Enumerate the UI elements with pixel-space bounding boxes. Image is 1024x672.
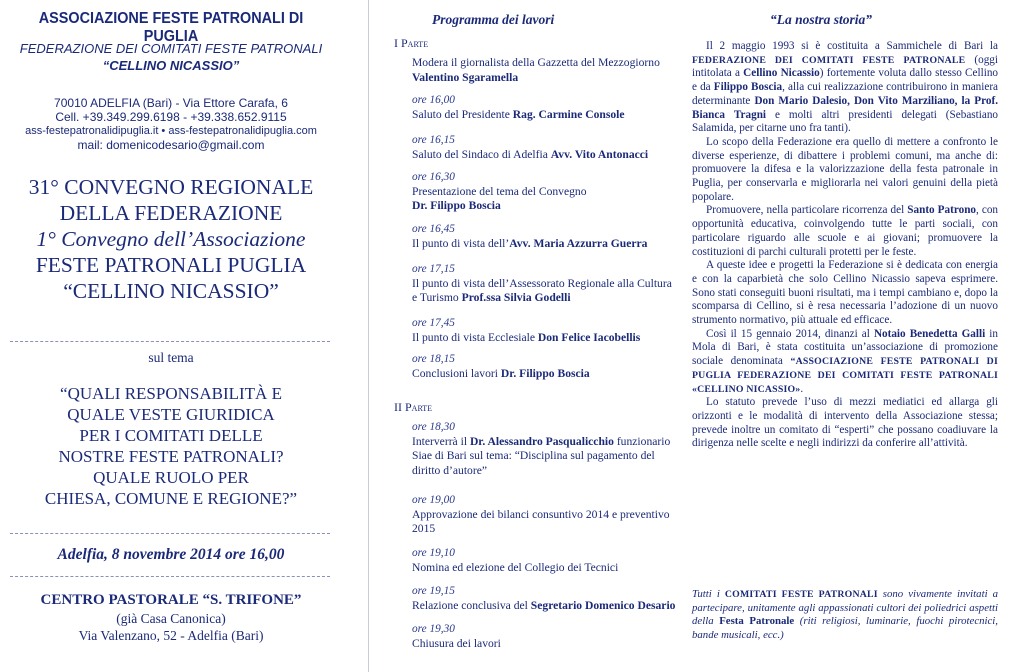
story-text-run: e molti altri presidenti delegati (Sebastiano Salamida, [692,108,999,135]
item-text: Nomina ed elezione del Collegio dei Tecnici [412,560,619,574]
program-item [412,316,702,345]
topic-label: sul tema [148,350,194,365]
program-item [412,222,702,251]
assoc-line-2: “CELLINO NICASSIO” [63,279,279,303]
item-time: ore 17,45 [412,317,455,329]
web-line: ass-festepatronalidipuglia.it • ass-festepatronalidipuglia.com [25,125,317,137]
story-text-run: alla cui realizzazione contribuirono in maniera determinante [692,81,999,107]
subtitle-line: 1° Convegno dell’Associazione [36,227,306,251]
story-paragraph: A queste idee e progetti la Federazione si è dedicata con energia e con la caparbietà che solo Cellino Nicassio sapeva esprimere. Sono stati conseguiti buoni risultati, ma i tempi cambiano e, dopo la scomparsa di Cellino, si è resa necessaria l’adozione di un nuovo strumento normativo, più attuale ed efficace. [692,259,998,327]
item-text: e Turismo [412,291,462,304]
item-text: funzionario [613,434,671,448]
federation-label: FEDERAZIONE DEI COMITATI FESTE PATRONALI [19,41,323,56]
item-text: Saluto del Sindaco di Adelfia [412,147,551,161]
story-text [692,40,998,451]
story-text-run: Il 2 maggio 1993 si è costituita a Sammichele di Bari la [706,40,998,52]
item-text: Il punto di vista Ecclesiale [412,330,538,344]
story-emphasis: Tragni [733,108,767,121]
venue-name: CENTRO PASTORALE “S. TRIFONE” [40,592,302,608]
story-emphasis: FEDERAZIONE DEI COMITATI FESTE [692,54,895,66]
item-text: diritto d’autore” [412,463,488,477]
event-date: Adelfia, 8 novembre 2014 ore 16,00 [57,546,285,563]
closing-invitation [692,588,998,642]
item-time: ore 17,15 [412,263,455,275]
org-name: ASSOCIAZIONE FESTE PATRONALI DI PUGLIA [38,10,304,45]
story-emphasis: COMITATI FESTE PATRONALI [724,589,878,600]
story-text-run: fortemente voluta dallo stesso Cellino e da [692,67,999,94]
story-text-run: (riti religiosi, luminarie, fuochi pirotecnici, bande musicali, ecc.) [692,615,999,641]
item-speaker: Avv. Maria Azzurra Guerra [509,236,648,250]
item-time: ore 16,00 [412,94,455,106]
divider [10,341,330,342]
story-text-run: in Mola di Bari, è stata costituita un’associazione di promozione sociale denominata [692,327,998,368]
story-text-run: . [800,382,804,395]
part-1-label: I Parte [394,36,429,50]
story-emphasis: Notaio Benedetta Galli [873,327,986,340]
item-text: Il punto di vista dell’ [412,236,510,250]
program-title: Programma dei lavori [432,12,555,27]
program-item [412,622,702,651]
item-time: ore 19,00 [412,494,455,506]
title-line-1: 31° CONVEGNO REGIONALE [28,175,314,199]
program-item [412,352,702,381]
item-time: ore 19,15 [412,585,455,597]
item-text: Approvazione dei bilanci consuntivo 2014 e preventivo [412,507,670,521]
story-emphasis: Festa Patronale [719,615,795,627]
story-emphasis: PATRONALE [903,54,966,66]
item-speaker: Don Felice Iacobellis [537,330,641,344]
convention-title [0,174,342,304]
divider [10,533,330,534]
program-item [412,133,702,162]
item-time: ore 18,30 [412,421,455,433]
program-item [412,420,702,478]
question-line: QUALE RUOLO PER [93,468,249,487]
story-text-run: Promuovere, nella particolare ricorrenza del [706,204,908,217]
item-time: ore 19,10 [412,547,455,559]
item-speaker: Dr. Filippo Boscia [500,366,590,380]
item-text: Siae di Bari sul tema: “Disciplina sul pagamento del [412,449,655,462]
topic-question [0,383,342,509]
phone-line: Cell. +39.349.299.6198 - +39.338.652.9115 [55,110,287,124]
item-text: Interverrà il [412,434,470,448]
item-text: Modera il giornalista della Gazzetta del Mezzogiorno [412,56,660,69]
story-paragraph: Lo scopo della Federazione era quello di mettere a confronto le diverse esperienze, di dibattere i problemi comuni, ma anche di: promuovere la difesa e la valorizzazione della festa patronale in Puglia, per conservarla e migliorarla nei valori genuini della pietà popolare. [692,135,998,203]
item-speaker: Dr. Filippo Boscia [412,199,501,212]
item-text: Il punto di vista dell’Assessorato Regionale alla Cultura [412,276,672,290]
story-text-run: Tutti i [692,588,725,600]
item-text: Chiusura dei lavori [412,636,501,650]
program-item [412,56,702,85]
item-time: ore 19,30 [412,623,455,635]
story-emphasis: Cellino Nicassio [743,67,820,80]
part-2-label: II Parte [394,400,433,414]
item-time: ore 18,15 [412,353,455,365]
item-speaker: Prof.ssa Silvia Godelli [461,291,571,304]
item-text: Conclusioni lavori [412,366,501,380]
program-sheet [372,0,1024,672]
program-item [412,546,702,575]
item-speaker: Dr. Alessandro Pasqualicchio [469,434,614,448]
item-text: Saluto del Presidente [412,107,513,121]
item-speaker: Avv. Vito Antonacci [550,147,649,161]
story-paragraph: Lo statuto prevede l’uso di mezzi mediatici ed allarga gli orizzonti e le modalità di intervento della Associazione stessa; prevede inoltre un comitato di “esperti” che possano coadiuvare la dirigenza nelle scelte e negli indirizzi da conferire all’attività. [692,396,998,450]
story-emphasis: Don Mario Dalesio, Don Vito Marziliano, la Prof. Bianca [692,94,998,121]
story-text-run: (oggi intitolata a [692,53,999,80]
story-text-run: Così il 15 gennaio 2014, dinanzi al [706,327,874,340]
story-title: “La nostra storia” [770,12,873,27]
story-text-run: , [782,81,785,94]
invitation-cover [0,0,342,672]
story-emphasis: Santo Patrono [907,204,977,217]
question-line: “QUALI RESPONSABILITÀ E [60,384,282,403]
item-time: ore 16,45 [412,223,455,235]
question-line: CHIESA, COMUNE E REGIONE?” [44,489,298,508]
mail-line: mail: domenicodesario@gmail.com [77,138,265,152]
story-emphasis: Filippo Boscia [713,81,783,94]
contact-block [0,96,342,152]
program-item [412,584,702,613]
story-text-run: sono vivamente invitati a partecipare, unitamente agli appassionati cultori dei poliedrici aspetti della [692,588,998,627]
venue-address: Via Valenzano, 52 - Adelfia (Bari) [78,628,264,643]
question-line: PER I COMITATI DELLE [79,426,263,445]
program-item [412,93,702,122]
story-text-run: ) [819,67,824,80]
program-item [412,170,702,214]
venue-block [0,590,342,644]
item-time: ore 16,30 [412,171,455,183]
title-line-2: DELLA FEDERAZIONE [59,201,283,225]
story-text-run: , con opportunità educativa, coinvolgendo tutte le parti sociali, con particolare riguardo alle scuole e ai giovani; promuovere la costituzioni di parchi culturali protetti per le feste. [692,204,999,258]
question-line: NOSTRE FESTE PATRONALI? [58,447,284,466]
item-speaker: Rag. Carmine Console [512,107,625,121]
fold-line [368,0,369,672]
program-item [412,262,702,306]
item-text: Relazione conclusiva del [412,598,531,612]
item-speaker: Valentino Sgaramella [412,70,519,84]
assoc-line-1: FESTE PATRONALI PUGLIA [35,253,307,277]
federation-block [0,40,342,74]
program-item [412,493,702,537]
item-speaker: Segretario Domenico Desario [530,598,676,612]
story-text-run: per citarne uno fra tanti). [739,122,851,135]
story-paragraph [692,204,998,259]
story-paragraph [692,40,998,136]
divider [10,576,330,577]
federation-name: “CELLINO NICASSIO” [102,58,240,73]
question-line: QUALE VESTE GIURIDICA [67,405,275,424]
venue-note: (già Casa Canonica) [116,611,226,626]
address-line: 70010 ADELFIA (Bari) - Via Ettore Carafa, 6 [54,96,288,110]
item-text: 2015 [412,522,436,535]
story-emphasis: “ASSOCIAZIONE FESTE PATRONALI DI PUGLIA FEDERAZIONE DEI COMITATI FESTE PATRONALI «CELLINO NICASSIO» [692,356,998,395]
item-text: Presentazione del tema del Convegno [412,184,587,198]
item-time: ore 16,15 [412,134,455,146]
story-paragraph [692,328,998,397]
